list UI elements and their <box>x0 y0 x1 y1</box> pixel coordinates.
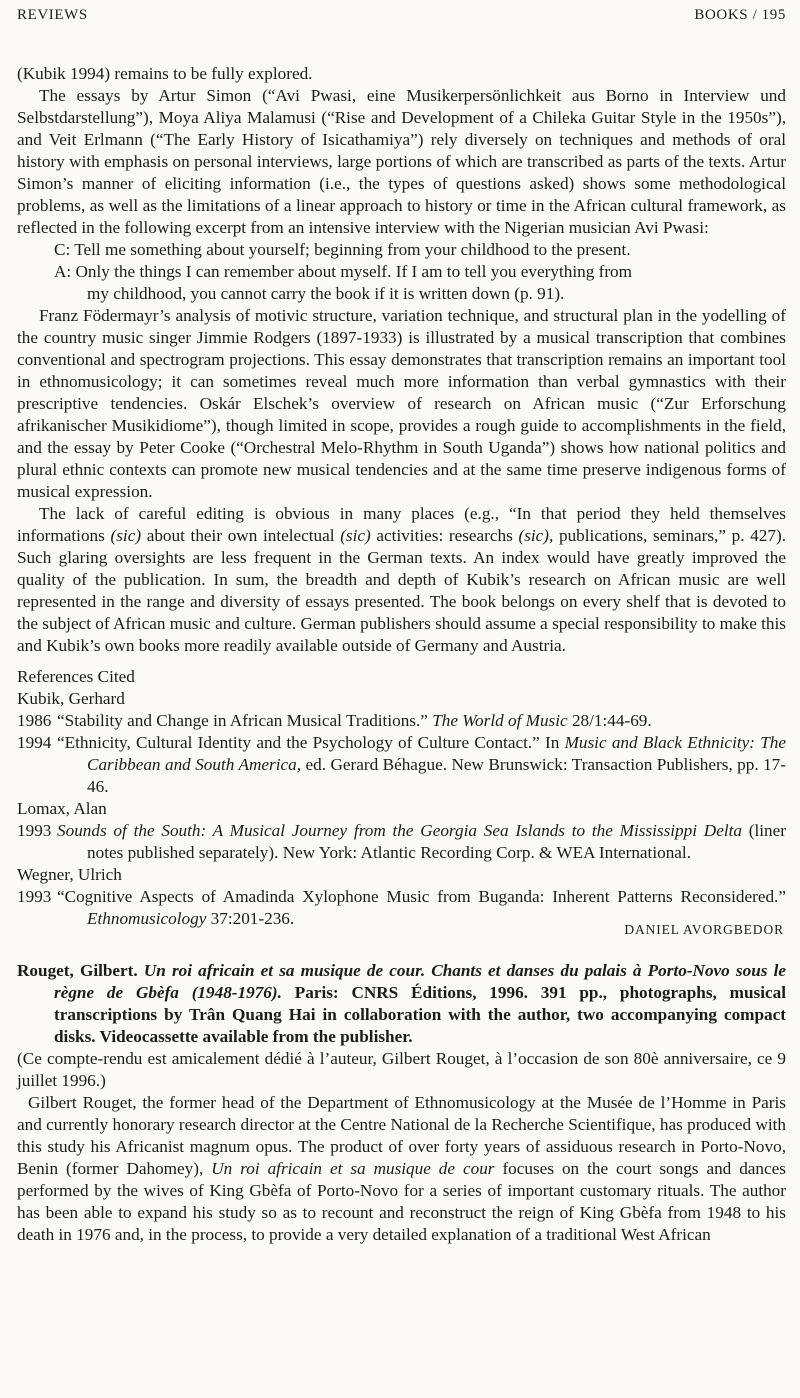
excerpt-line-a-continuation: my childhood, you cannot carry the book if it is written down (p. 91). <box>87 284 565 303</box>
reference-entry <box>17 710 786 732</box>
reference-year: 1993 <box>17 821 52 840</box>
interview-excerpt <box>54 239 786 305</box>
running-head-page-number: BOOKS / 195 <box>694 7 786 23</box>
page-body <box>17 63 786 1246</box>
paragraph-fodermayr: Franz Födermayr’s analysis of motivic structure, variation technique, and structural plan in the yodelling of the country music singer Jimmie Rodgers (1897-1933) is illustrated by a musical transcription that combines conventional and spectrogram projections. This essay demonstrates that transcription remains an important tool in ethnomusicology; it can sometimes reveal much more information than verbal gymnastics with their prescriptive tendencies. Oskár Elschek’s overview of research on African music (“Zur Erforschung afrikanischer Musikidiome”), though limited in scope, provides a rough guide to accomplishments in the field, and the essay by Peter Cooke (“Orchestral Melo-Rhythm in South Uganda”) shows how national politics and plural ethnic contexts can promote new musical tendencies and at the same time preserve indigenous forms of musical expression. <box>17 306 786 501</box>
reference-year: 1994 <box>17 733 52 752</box>
reference-author: Lomax, Alan <box>17 799 107 818</box>
reference-text: “Ethnicity, Cultural Identity and the Psychology of Culture Contact.” In Music and Black Ethnicity: The Caribbean and South America, ed. Gerard Béhague. New Brunswick: Transaction Publishers, pp. 17-46. <box>57 733 786 796</box>
excerpt-line-c: C: Tell me something about yourself; beginning from your childhood to the present. <box>54 240 631 259</box>
reference-text: “Cognitive Aspects of Amadinda Xylophone Music from Buganda: Inherent Patterns Reconsidered.” Ethnomusicology 37:201-236. <box>57 887 786 928</box>
running-head <box>17 7 786 24</box>
references-section <box>17 666 786 930</box>
excerpt-line-a: A: Only the things I can remember about myself. If I am to tell you everything from <box>54 262 633 281</box>
dedication-paragraph: (Ce compte-rendu est amicalement dédié à l’auteur, Gilbert Rouget, à l’occasion de son 80è anniversaire, ce 9 juillet 1996.) <box>17 1049 786 1090</box>
reference-author: Wegner, Ulrich <box>17 865 122 884</box>
review-heading: Rouget, Gilbert. Un roi africain et sa musique de cour. Chants et danses du palais à Porto-Novo sous le règne de Gbèfa (1948-1976). Paris: CNRS Éditions, 1996. 391 pp., photographs, musical transcriptions by Trân Quang Hai in collaboration with the author, two accompanying compact disks. Videocassette available from the publisher. <box>17 961 786 1046</box>
paragraph-essays: The essays by Artur Simon (“Avi Pwasi, eine Musikerpersönlichkeit aus Borno in Interview und Selbstdarstellung”), Moya Aliya Malamusi (“Rise and Development of a Chileka Guitar Style in the 1950s”), and Veit Erlmann (“The Early History of Isicathamiya”) rely diversely on techniques and methods of oral history with emphasis on personal interviews, large portions of which are transcribed as parts of the texts. Artur Simon’s manner of eliciting information (i.e., the types of questions asked) shows some methodological problems, as well as the limitations of a linear approach to history or time in the African cultural framework, as reflected in the following excerpt from an intensive interview with the Nigerian musician Avi Pwasi: <box>17 86 786 237</box>
reference-text: Sounds of the South: A Musical Journey from the Georgia Sea Islands to the Mississippi Delta (liner notes published separately). New York: Atlantic Recording Corp. & WEA International. <box>57 821 786 862</box>
running-head-section: REVIEWS <box>17 7 88 23</box>
reference-entry <box>17 732 786 798</box>
reference-entry <box>17 820 786 864</box>
reference-text: “Stability and Change in African Musical Traditions.” The World of Music 28/1:44-69. <box>57 711 652 730</box>
reviewer-signature: DANIEL AVORGBEDOR <box>624 922 784 937</box>
reference-author: Kubik, Gerhard <box>17 689 125 708</box>
reference-year: 1986 <box>17 711 52 730</box>
paragraph-intro: Gilbert Rouget, the former head of the Department of Ethnomusicology at the Musée de l’Homme in Paris and currently honorary research director at the Centre National de la Recherche Scientifique, has produced with this study his Africanist magnum opus. The product of over forty years of assiduous research in Porto-Novo, Benin (former Dahomey), Un roi africain et sa musique de cour focuses on the court songs and dances performed by the wives of King Gbèfa of Porto-Novo for a series of important customary rituals. The author has been able to expand his study so as to recount and reconstruct the reign of King Gbèfa from 1948 to his death in 1976 and, in the process, to provide a very detailed explanation of a traditional West African <box>17 1093 786 1244</box>
paragraph-editing: The lack of careful editing is obvious in many places (e.g., “In that period they held themselves informations (sic) about their own intelectual (sic) activities: researchs (sic), publications, seminars,” p. 427). Such glaring oversights are less frequent in the German texts. An index would have greatly improved the quality of the publication. In sum, the breadth and depth of Kubik’s research on African music are well represented in the range and diversity of essays presented. The book belongs on every shelf that is devoted to the subject of African music and culture. German publishers should assume a special responsibility to make this and Kubik’s own books more readily available outside of Germany and Austria. <box>17 504 786 655</box>
references-title: References Cited <box>17 667 135 686</box>
reference-year: 1993 <box>17 887 52 906</box>
paragraph-continuation: (Kubik 1994) remains to be fully explored. <box>17 64 313 83</box>
